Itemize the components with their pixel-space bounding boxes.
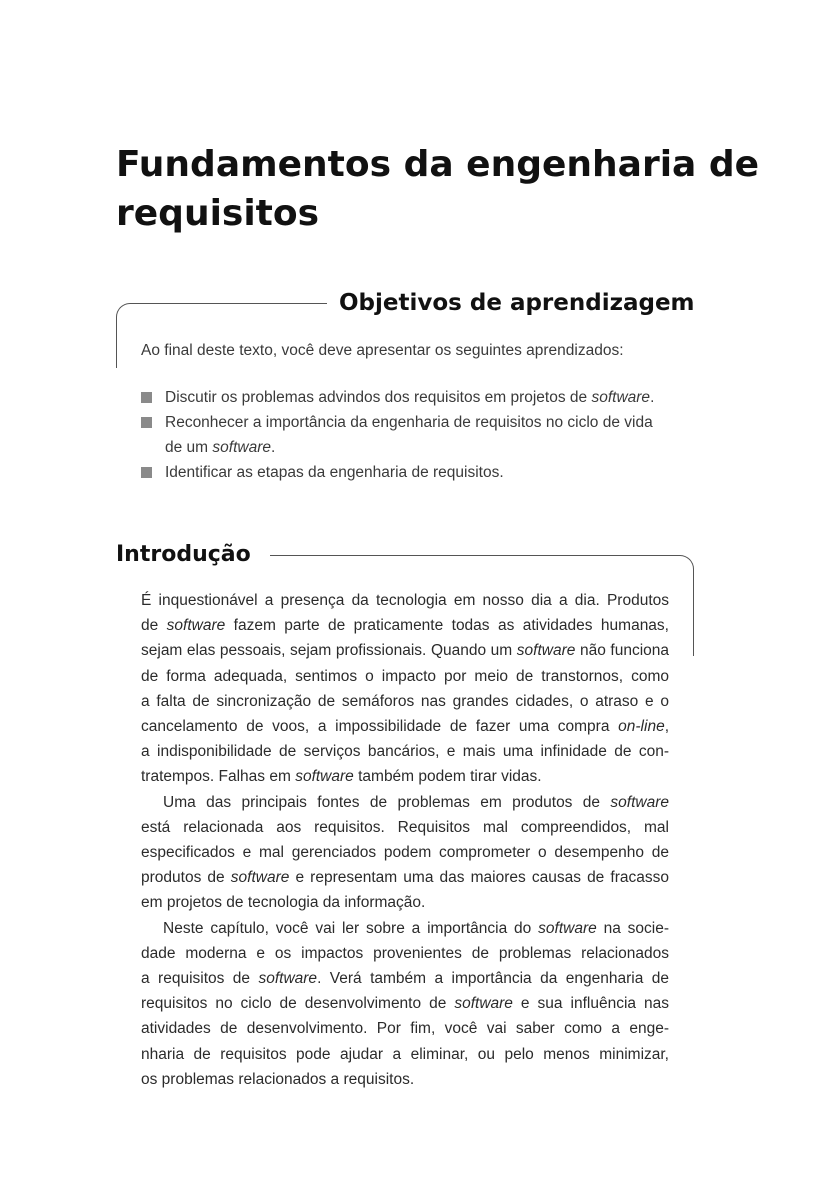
paragraph-line: a indisponibilidade de serviços bancários, e mais uma infinidade de con-	[141, 743, 669, 761]
paragraph-line: dade moderna e os impactos provenientes de problemas relacionados	[141, 944, 669, 962]
emphasis-term: software	[166, 617, 226, 635]
objective-text: Identificar as etapas da engenharia de requisitos.	[165, 464, 504, 481]
square-bullet-icon	[141, 392, 152, 403]
paragraph-line: especificados e mal gerenciados podem comprometer o desempenho de	[141, 844, 669, 862]
objective-text: Discutir os problemas advindos dos requisitos em projetos de	[165, 389, 592, 406]
objective-emphasis: software	[212, 439, 271, 456]
paragraph-line: sejam elas pessoais, sejam profissionais. Quando um software não funciona	[141, 642, 670, 660]
paragraph-line: os problemas relacionados a requisitos.	[141, 1070, 415, 1088]
objectives-list	[141, 385, 671, 485]
introduction-heading: Introdução	[116, 542, 251, 567]
objective-text: Reconhecer a importância da engenharia de requisitos no ciclo de vida de um	[165, 414, 653, 456]
introduction-body	[141, 588, 669, 1092]
emphasis-term: on-line	[618, 718, 665, 736]
paragraph-line: de forma adequada, sentimos o impacto por meio de transtornos, como	[141, 667, 669, 685]
objective-emphasis: software	[591, 389, 651, 406]
paragraph-line: requisitos no ciclo de desenvolvimento de software e sua influência nas	[141, 995, 669, 1013]
paragraph-line: tratempos. Falhas em software também podem tirar vidas.	[141, 768, 542, 786]
emphasis-term: software	[295, 768, 354, 786]
paragraph-line: atividades de desenvolvimento. Por fim, você vai saber como a enge-	[141, 1020, 669, 1038]
emphasis-term: software	[454, 995, 513, 1013]
paragraph-line: está relacionada aos requisitos. Requisitos mal compreendidos, mal	[141, 818, 669, 836]
chapter-title: Fundamentos da engenharia de requisitos	[116, 144, 760, 234]
paragraph-line: Neste capítulo, você vai ler sobre a importância do software na socie-	[163, 919, 669, 937]
paragraph-line: nharia de requisitos pode ajudar a eliminar, ou pelo menos minimizar,	[141, 1045, 669, 1063]
objective-tail: .	[650, 389, 655, 406]
paragraph-line: cancelamento de voos, a impossibilidade de fazer uma compra on-line,	[141, 718, 669, 736]
paragraph-line: a requisitos de software. Verá também a importância da engenharia de	[141, 970, 669, 988]
objectives-intro: Ao final deste texto, você deve apresentar os seguintes aprendizados:	[141, 342, 624, 359]
square-bullet-icon	[141, 467, 152, 478]
emphasis-term: software	[610, 793, 669, 811]
emphasis-term: software	[516, 642, 576, 660]
paragraph-line: em projetos de tecnologia da informação.	[141, 894, 426, 912]
objective-tail: .	[270, 439, 276, 456]
emphasis-term: software	[538, 919, 597, 937]
emphasis-term: software	[230, 869, 290, 887]
paragraph-line: de software fazem parte de praticamente todas as atividades humanas,	[141, 617, 669, 635]
paragraph-line: a falta de sincronização de semáforos nas grandes cidades, o atraso e o	[141, 692, 669, 710]
paragraph-line: produtos de software e representam uma das maiores causas de fracasso	[141, 869, 669, 887]
objective-item	[141, 410, 671, 460]
objective-item	[141, 460, 671, 485]
square-bullet-icon	[141, 417, 152, 428]
emphasis-term: software	[258, 970, 318, 988]
paragraph-line: É inquestionável a presença da tecnologia em nosso dia a dia. Produtos	[141, 592, 669, 609]
objective-item	[141, 385, 671, 410]
objectives-heading: Objetivos de aprendizagem	[339, 290, 695, 316]
paragraph-line: Uma das principais fontes de problemas em produtos de software	[163, 793, 669, 811]
